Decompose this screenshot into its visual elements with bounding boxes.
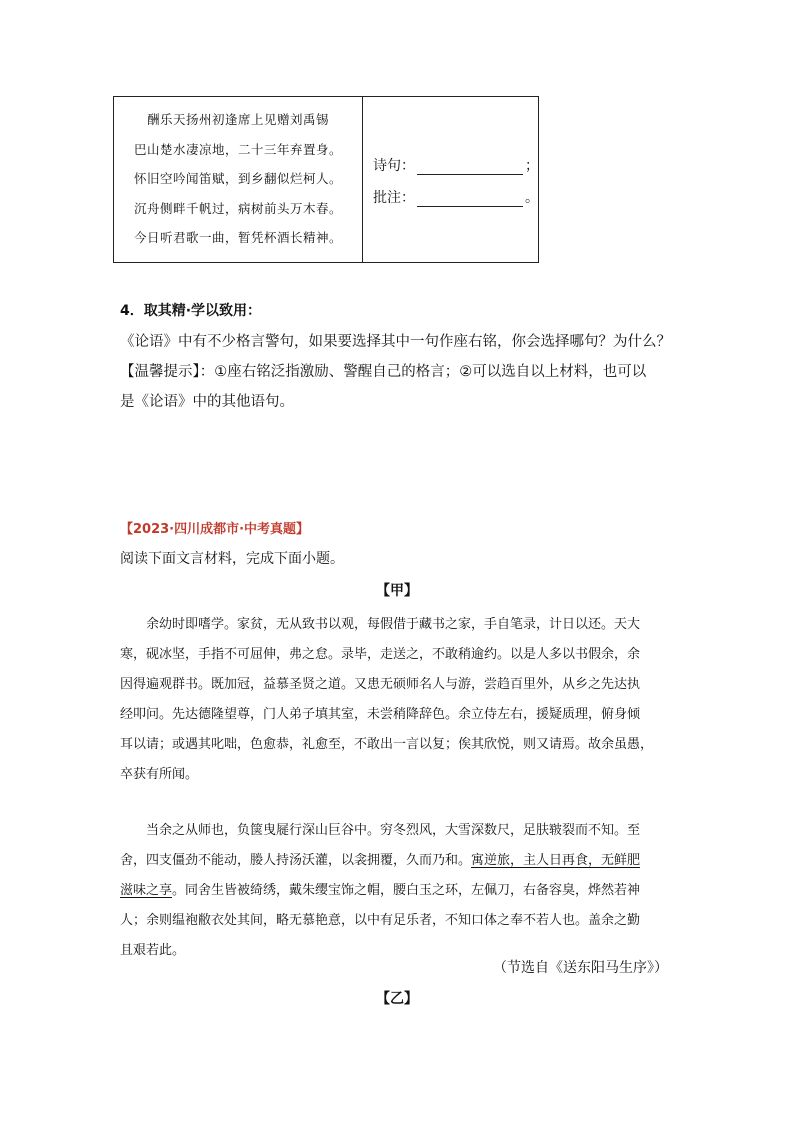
answer-cell <box>363 97 538 262</box>
poem-cell <box>114 97 363 262</box>
poem-fill-punct: ； <box>525 158 539 174</box>
poem-line: 怀旧空吟闻笛赋，到乡翻似烂柯人。 <box>133 171 342 186</box>
section-yi-heading: 【乙】 <box>376 991 418 1007</box>
poem-fill-label: 诗句： <box>373 158 415 174</box>
passage-text: 舍，四支僵劲不能动，媵人持汤沃灌，以衾拥覆，久而乃和。 <box>120 853 472 868</box>
poem-table <box>113 96 539 263</box>
passage-line: 余幼时即嗜学。家贫，无从致书以观，每假借于藏书之家，手自笔录，计日以还。天大 <box>146 617 641 632</box>
exam-source-tag: 【2023·四川成都市·中考真题】 <box>120 522 310 537</box>
passage-jia-paragraph-1 <box>120 610 674 790</box>
passage-line: 卒获有所闻。 <box>120 767 199 782</box>
passage-line: 人；余则缊袍敝衣处其间，略无慕艳意，以中有足乐者，不知口体之奉不若人也。盖余之勤 <box>120 913 641 928</box>
passage-line: 寒，砚冰坚，手指不可屈伸，弗之怠。录毕，走送之，不敢稍逾约。以是人多以书假余，余 <box>120 647 641 662</box>
note-fill-row <box>373 187 539 207</box>
poem-fill-row <box>373 155 539 175</box>
note-fill-label: 批注： <box>373 190 415 206</box>
poem-title: 酬乐天扬州初逢席上见赠刘禹锡 <box>146 112 329 127</box>
poem-line: 今日听君歌一曲，暂凭杯酒长精神。 <box>133 230 342 245</box>
underlined-sentence-cont: 滋味之享 <box>120 883 173 898</box>
question-4-hint-cont: 是《论语》中的其他语句。 <box>120 394 294 410</box>
poem-line: 沉舟侧畔千帆过，病树前头万木春。 <box>133 200 342 216</box>
section-jia-heading: 【甲】 <box>376 583 418 599</box>
note-answer-blank[interactable] <box>417 192 523 207</box>
passage-line: 耳以请；或遇其叱咄，色愈恭，礼愈至，不敢出一言以复；俟其欣悦，则又请焉。故余虽愚， <box>120 737 654 752</box>
passage-line <box>120 846 674 876</box>
underlined-sentence: 寓逆旅，主人日再食，无鲜肥 <box>471 853 641 868</box>
passage-jia-paragraph-2 <box>120 816 674 966</box>
passage-line: 且艰若此。 <box>120 943 186 958</box>
instruction-text: 阅读下面文言材料，完成下面小题。 <box>120 551 344 567</box>
poem-answer-blank[interactable] <box>417 160 523 175</box>
question-4-title: 4．取其精·学以致用： <box>120 303 262 319</box>
question-4-hint: 【温馨提示】：①座右铭泛指激励、警醒自己的格言；②可以选自以上材料，也可以 <box>120 364 647 380</box>
note-fill-punct: 。 <box>525 190 539 206</box>
question-4-prompt: 《论语》中有不少格言警句，如果要选择其中一句作座右铭，你会选择哪句？为什么？ <box>120 334 671 350</box>
passage-line: 因得遍观群书。既加冠，益慕圣贤之道。又患无硕师名人与游，尝趋百里外，从乡之先达执 <box>120 677 641 692</box>
passage-line: 当余之从师也，负箧曳屣行深山巨谷中。穷冬烈风，大雪深数尺，足肤皲裂而不知。至 <box>146 823 641 838</box>
passage-citation: （节选自《送东阳马生序》） <box>493 960 668 976</box>
passage-line <box>120 876 674 906</box>
passage-line: 经叩问。先达德隆望尊，门人弟子填其室，未尝稍降辞色。余立侍左右，援疑质理，俯身倾 <box>120 707 641 722</box>
poem-line: 巴山楚水凄凉地，二十三年弃置身。 <box>133 141 342 157</box>
passage-text: 。同舍生皆被绮绣，戴朱缨宝饰之帽，腰白玉之环，左佩刀，右备容臭，烨然若神 <box>172 883 641 898</box>
